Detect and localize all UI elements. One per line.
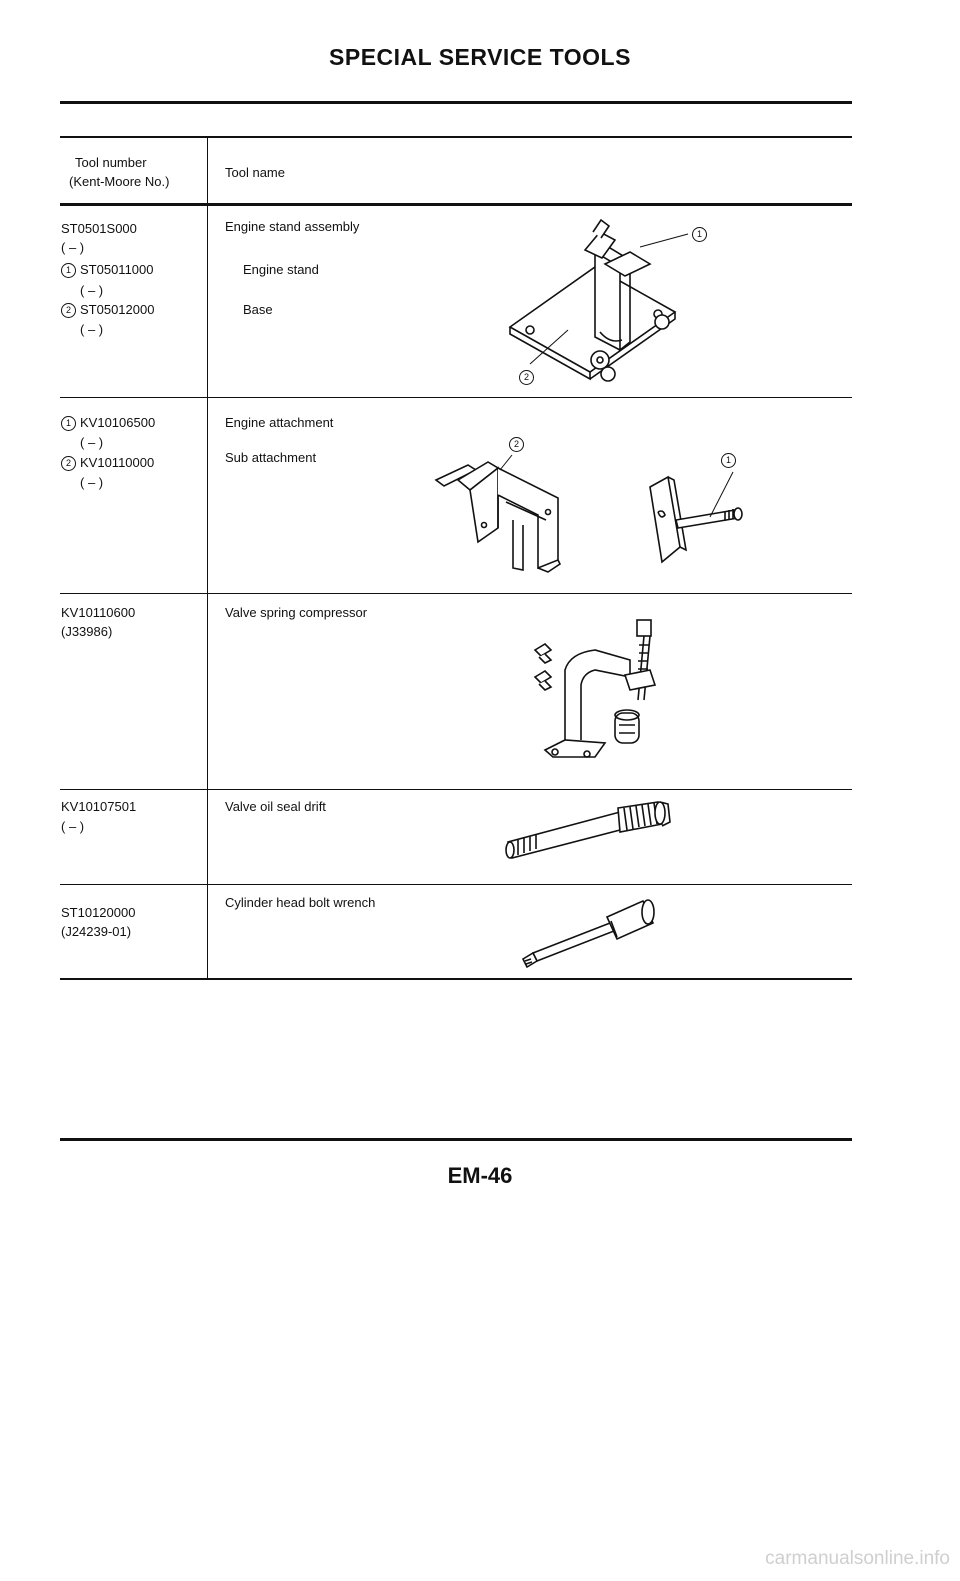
tool-number: KV10107501 (61, 799, 137, 814)
part-number-text: ST05011000 (80, 262, 154, 277)
kent-moore-number: ( – ) (61, 819, 85, 834)
valve-spring-compressor-illustration (525, 615, 670, 775)
callout-marker: 2 (61, 303, 76, 318)
tool-number: ST0501S000 (61, 221, 137, 236)
watermark: carmanualsonline.info (765, 1548, 950, 1569)
callout-marker: 2 (509, 437, 524, 452)
valve-oil-seal-drift-illustration (500, 800, 685, 865)
kent-moore-number: (J33986) (61, 624, 113, 639)
part-name: Sub attachment (225, 450, 317, 465)
callout-marker: 1 (61, 416, 76, 431)
footer-rule (60, 1138, 852, 1141)
header-kent-moore: (Kent-Moore No.) (69, 174, 170, 189)
tool-number: ST10120000 (61, 905, 136, 920)
part-number-text: ST05012000 (80, 302, 155, 317)
part-number (61, 453, 154, 472)
header-tool-number: Tool number (75, 155, 147, 170)
callout-marker: 2 (61, 456, 76, 471)
table-bottom-rule (60, 978, 852, 980)
callout-marker: 1 (61, 263, 76, 278)
tool-name: Valve spring compressor (225, 605, 368, 620)
row-divider (60, 593, 852, 594)
tool-name: Cylinder head bolt wrench (225, 895, 376, 910)
page-number: EM-46 (447, 1163, 513, 1188)
row-divider (60, 884, 852, 885)
tool-name: Valve oil seal drift (225, 799, 326, 814)
tool-name: Engine stand assembly (225, 219, 360, 234)
column-divider (207, 136, 208, 979)
callout-marker: 1 (721, 453, 736, 468)
engine-attachment-illustration (640, 462, 755, 577)
part-name: Engine stand (243, 262, 319, 277)
callout-marker: 2 (519, 370, 534, 385)
cylinder-head-bolt-wrench-illustration (515, 893, 665, 973)
sub-attachment-illustration (428, 450, 573, 575)
engine-stand-illustration (490, 212, 710, 387)
part-number-text: KV10110000 (80, 455, 155, 470)
part-number (61, 300, 154, 319)
kent-moore-number: (J24239-01) (61, 924, 132, 939)
part-name: Engine attachment (225, 415, 334, 430)
header-tool-name: Tool name (225, 165, 285, 180)
title-rule (60, 101, 852, 104)
table-top-rule (60, 136, 852, 138)
part-number-text: KV10106500 (80, 415, 156, 430)
kent-moore-number: ( – ) (80, 435, 104, 450)
tool-number: KV10110600 (61, 605, 136, 620)
kent-moore-number: ( – ) (80, 322, 104, 337)
kent-moore-number: ( – ) (61, 240, 85, 255)
part-number (61, 260, 154, 279)
callout-marker: 1 (692, 227, 707, 242)
page-title: SPECIAL SERVICE TOOLS (329, 44, 631, 70)
header-bottom-rule (60, 203, 852, 206)
kent-moore-number: ( – ) (80, 283, 104, 298)
row-divider (60, 397, 852, 398)
part-name: Base (243, 302, 273, 317)
part-number (61, 413, 155, 432)
kent-moore-number: ( – ) (80, 475, 104, 490)
row-divider (60, 789, 852, 790)
